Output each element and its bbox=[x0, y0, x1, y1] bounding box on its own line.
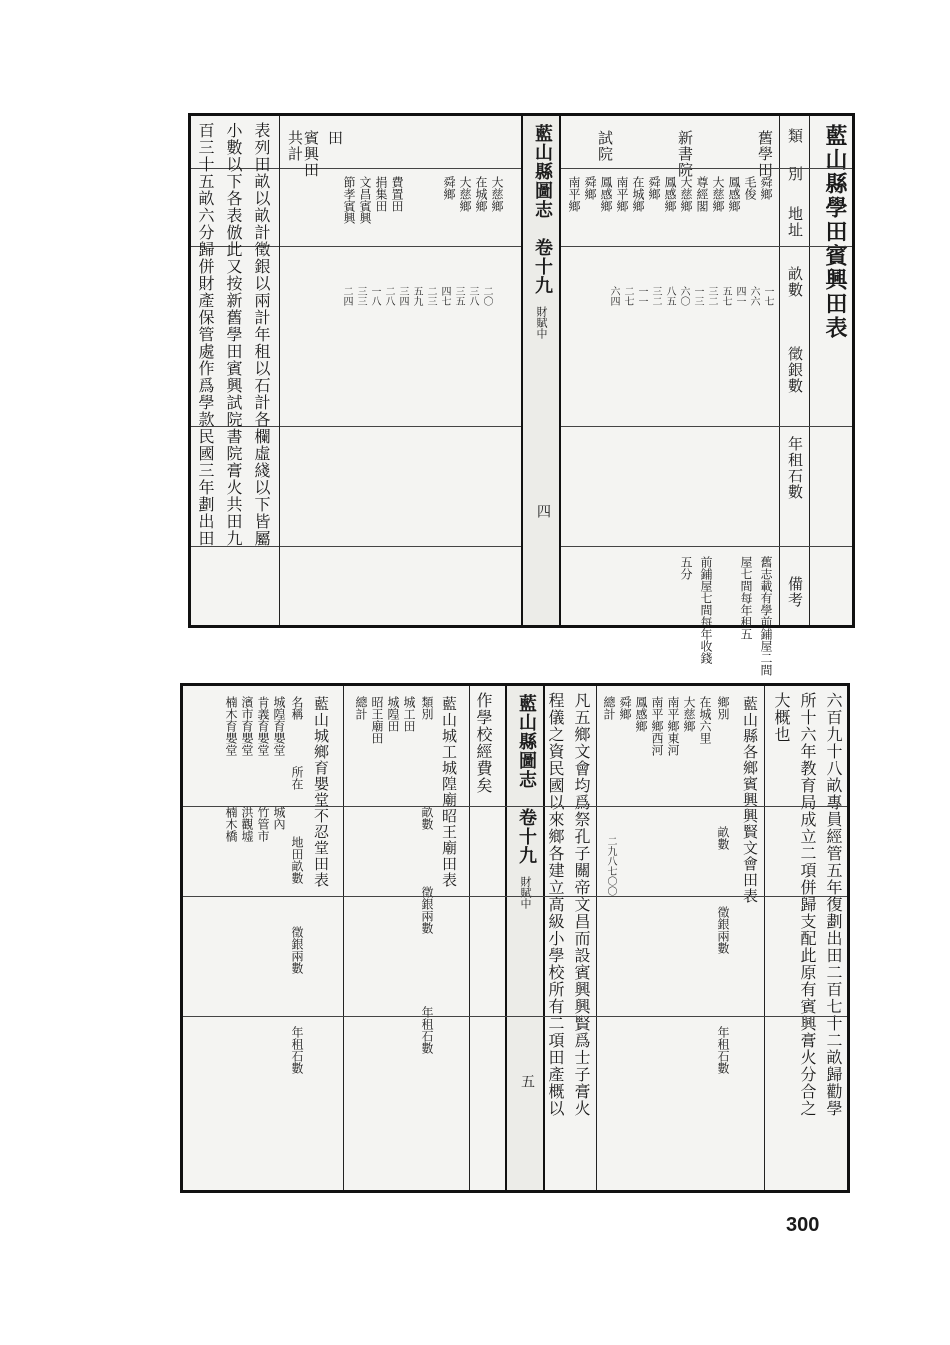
table3-place: 楠木橋 bbox=[224, 806, 238, 842]
table1-place: 在城六里 bbox=[698, 696, 712, 744]
number-cell: 一七 bbox=[762, 286, 773, 306]
divider bbox=[183, 896, 847, 897]
number-cell: 二七 bbox=[622, 286, 633, 306]
band-title: 藍山縣圖志 bbox=[532, 124, 553, 219]
divider bbox=[469, 686, 470, 1190]
remark: 舊志載有學前鋪屋二間 bbox=[759, 556, 773, 676]
band-page: 五 bbox=[519, 1074, 535, 1088]
table3-header: 年租石數 bbox=[290, 1026, 304, 1074]
band-section: 財賦中 bbox=[535, 306, 548, 339]
place: 舜鄉 bbox=[442, 176, 456, 200]
divider bbox=[183, 806, 847, 807]
table2-header: 徵銀兩數 bbox=[420, 886, 434, 934]
header-label-6: 年租石數 bbox=[786, 436, 804, 500]
header-label-2: 別 bbox=[786, 166, 804, 182]
number-cell: 一一 bbox=[636, 286, 647, 306]
place: 節孝賓興 bbox=[342, 176, 356, 224]
header-label-1: 類 bbox=[786, 128, 804, 144]
place: 大慈鄉 bbox=[679, 176, 693, 212]
table2-row: 總計 bbox=[354, 696, 368, 720]
number-cell: 三五 bbox=[453, 286, 464, 306]
place: 舜鄉 bbox=[759, 176, 773, 200]
place: 文昌賓興 bbox=[358, 176, 372, 224]
table1-place: 舜鄉 bbox=[618, 696, 632, 720]
number-grid-right bbox=[608, 286, 772, 306]
table2-row: 城工田 bbox=[402, 696, 416, 732]
table1-place: 南平鄉西河 bbox=[650, 696, 664, 756]
number-cell: 四七 bbox=[439, 286, 450, 306]
place: 大慈鄉 bbox=[458, 176, 472, 212]
band-page: 四 bbox=[535, 504, 551, 518]
place: 在城鄉 bbox=[631, 176, 645, 212]
band-volume: 卷十九 bbox=[532, 238, 553, 295]
table3-header: 地田畝數 bbox=[290, 836, 304, 884]
table2-title: 藍山城工城隍廟昭王廟田表 bbox=[440, 696, 458, 888]
number-cell: 六六 bbox=[748, 286, 759, 306]
number-cell: 四一 bbox=[734, 286, 745, 306]
number-cell: 五七 bbox=[720, 286, 731, 306]
divider bbox=[764, 686, 765, 1190]
band-section: 財賦中 bbox=[519, 876, 532, 909]
number-cell: 二三 bbox=[425, 286, 436, 306]
text-line: 程儀之資民國以來鄉各建立高級小學校所有二項田產概以 bbox=[546, 692, 565, 1117]
volume-band bbox=[505, 686, 545, 1190]
number-cell: 三八 bbox=[467, 286, 478, 306]
place: 毛俊 bbox=[743, 176, 757, 200]
table3-place: 洪觀墟 bbox=[240, 806, 254, 842]
band-title: 藍山縣圖志 bbox=[516, 694, 537, 789]
number-cell: 二八 bbox=[383, 286, 394, 306]
divider bbox=[779, 116, 780, 625]
number-cell: 一三 bbox=[692, 286, 703, 306]
place: 捐集田 bbox=[374, 176, 388, 212]
table1-place: 大慈鄉 bbox=[682, 696, 696, 732]
table3-header: 名稱 bbox=[290, 696, 304, 720]
number-cell: 六四 bbox=[608, 286, 619, 306]
header-label-4: 畝數 bbox=[786, 266, 804, 298]
table3-title: 藍山城鄉育嬰堂不忍堂田表 bbox=[312, 696, 330, 888]
table3-row: 濱市育嬰堂 bbox=[240, 696, 254, 756]
number-grid-left bbox=[341, 286, 491, 306]
table1-header: 鄉別 bbox=[716, 696, 730, 720]
place: 鳳感鄉 bbox=[663, 176, 677, 212]
table1-title: 藍山縣各鄉賓興興賢文會田表 bbox=[741, 696, 759, 904]
table2-row: 城隍田 bbox=[386, 696, 400, 732]
group-old-school-field: 舊學田 bbox=[756, 130, 774, 178]
top-title: 藍山縣學田賓興田表 bbox=[822, 124, 848, 340]
table1-place: 總計 bbox=[602, 696, 616, 720]
text-line: 六百九十八畝專員經管五年復劃出田二百七十二畝歸勸學 bbox=[824, 692, 843, 1117]
place: 鳳感鄉 bbox=[727, 176, 741, 212]
table1-place: 鳳感鄉 bbox=[634, 696, 648, 732]
table1-header: 徵銀兩數 bbox=[716, 906, 730, 954]
place: 舜鄉 bbox=[583, 176, 597, 200]
text-line: 所十六年教育局成立二項併歸支配此原有賓興膏火分合之 bbox=[798, 692, 817, 1117]
place: 尊經閣 bbox=[695, 176, 709, 212]
number-cell: 一八 bbox=[369, 286, 380, 306]
number-cell: 三三 bbox=[355, 286, 366, 306]
table2-header: 年租石數 bbox=[420, 1006, 434, 1054]
remark: 前鋪屋七間每年收錢 bbox=[699, 556, 713, 664]
number-cell: 三二 bbox=[706, 286, 717, 306]
place: 費置田 bbox=[390, 176, 404, 212]
number-cell: 二〇 bbox=[481, 286, 492, 306]
table2-header: 類別 bbox=[420, 696, 434, 720]
table1-total: 二九八七〇〇 bbox=[605, 836, 616, 896]
page-number: 300 bbox=[786, 1214, 820, 1236]
header-label-7: 備考 bbox=[786, 576, 804, 608]
text-line: 百三十五畝六分歸併財產保管處作爲學款民國三年劃出田 bbox=[196, 122, 215, 547]
group-total: 共計 bbox=[286, 130, 304, 162]
place: 大慈鄉 bbox=[490, 176, 504, 212]
text-line: 表列田畝以畝計徵銀以兩計年租以石計各欄虛綫以下皆屬 bbox=[252, 122, 271, 547]
top-page-plate bbox=[188, 113, 855, 676]
text-line: 小數以下各表倣此又按新舊學田賓興試院書院膏火共田九 bbox=[224, 122, 243, 547]
table3-row: 肯義育嬰堂 bbox=[256, 696, 270, 756]
place: 南平鄉 bbox=[567, 176, 581, 212]
band-volume: 卷十九 bbox=[516, 808, 537, 865]
table1-place: 南平鄉東河 bbox=[666, 696, 680, 756]
table3-row: 城隍育嬰堂 bbox=[272, 696, 286, 756]
number-cell: 六〇 bbox=[678, 286, 689, 306]
table2-header: 畝數 bbox=[420, 806, 434, 830]
place: 鳳感鄉 bbox=[599, 176, 613, 212]
table1-header: 年租石數 bbox=[716, 1026, 730, 1074]
table3-header: 所在 bbox=[290, 766, 304, 790]
place: 大慈鄉 bbox=[711, 176, 725, 212]
divider bbox=[183, 1016, 847, 1017]
group-exam-hall: 試院 bbox=[596, 130, 614, 162]
place: 南平鄉 bbox=[615, 176, 629, 212]
number-cell: 三四 bbox=[397, 286, 408, 306]
table1-header: 畝數 bbox=[716, 826, 730, 850]
group-new-academy: 新書院 bbox=[676, 130, 694, 178]
text-line: 凡五鄉文會均爲祭孔子關帝文昌而設賓興興賢爲士子膏火 bbox=[572, 692, 591, 1117]
place: 在城鄉 bbox=[474, 176, 488, 212]
number-cell: 八五 bbox=[664, 286, 675, 306]
text-line: 作學校經費矣 bbox=[474, 692, 493, 794]
header-label-5: 徵銀數 bbox=[786, 346, 804, 394]
table2-row: 昭王廟田 bbox=[370, 696, 384, 744]
number-cell: 二四 bbox=[341, 286, 352, 306]
group-scholarship-field: 賓興田 bbox=[302, 130, 320, 178]
table3-place: 竹管市 bbox=[256, 806, 270, 842]
volume-band bbox=[521, 116, 561, 625]
text-line: 大概也 bbox=[772, 692, 791, 743]
number-cell: 三二 bbox=[650, 286, 661, 306]
bottom-page-plate bbox=[180, 683, 850, 1193]
divider bbox=[809, 116, 810, 625]
divider bbox=[279, 116, 280, 625]
header-label-3: 地址 bbox=[786, 206, 804, 238]
group-field: 田 bbox=[326, 130, 344, 146]
divider bbox=[343, 686, 344, 1190]
table3-row: 楠木育嬰堂 bbox=[224, 696, 238, 756]
remark: 五分 bbox=[679, 556, 693, 580]
divider bbox=[596, 686, 597, 1190]
table3-place: 城內 bbox=[272, 806, 286, 830]
place: 舜鄉 bbox=[647, 176, 661, 200]
remark: 屋七間每年租五 bbox=[739, 556, 753, 640]
number-cell: 五九 bbox=[411, 286, 422, 306]
table3-header: 徵銀兩數 bbox=[290, 926, 304, 974]
